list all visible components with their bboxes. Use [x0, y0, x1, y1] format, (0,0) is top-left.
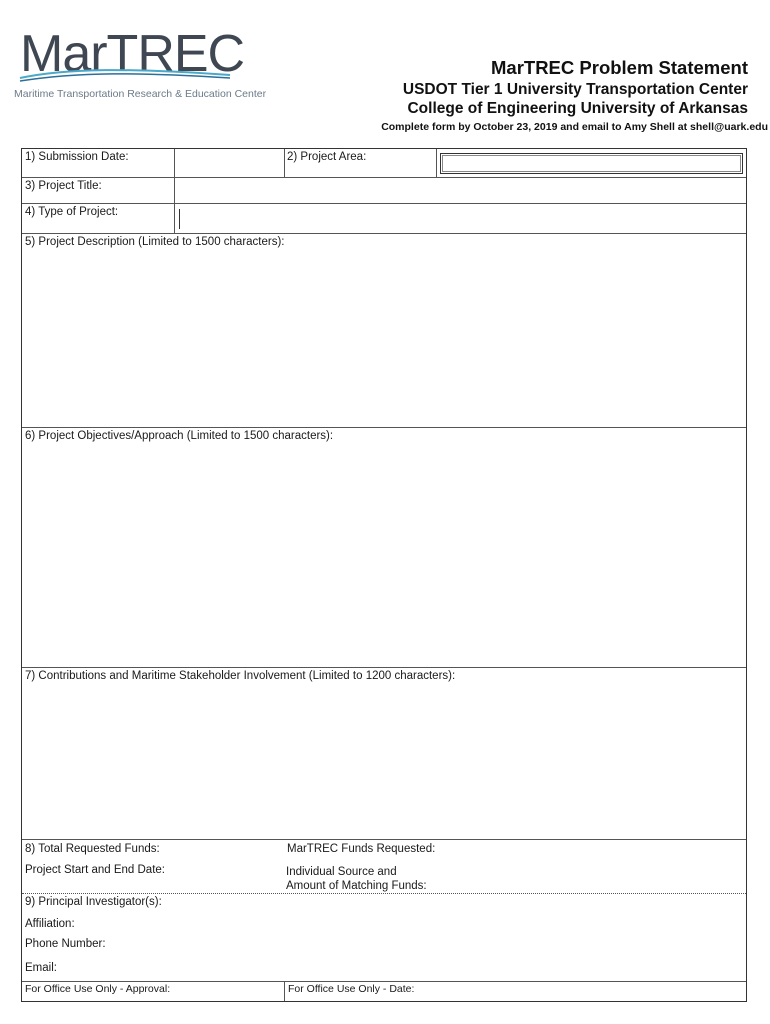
row-divider: [22, 981, 746, 982]
description-textarea[interactable]: [22, 251, 746, 426]
office-approval-label: For Office Use Only - Approval:: [25, 983, 171, 995]
divider: [284, 981, 285, 1001]
logo-wave-icon: [18, 66, 233, 84]
submission-instructions: Complete form by October 23, 2019 and email to Amy Shell at shell@uark.edu: [381, 121, 768, 133]
header-college: College of Engineering University of Arkansas: [407, 100, 748, 117]
header-center-name: USDOT Tier 1 University Transportation Center: [402, 81, 748, 98]
project-title-label: 3) Project Title:: [25, 180, 102, 192]
contributions-textarea[interactable]: [22, 685, 746, 837]
row-divider: [22, 667, 746, 668]
row-divider: [22, 893, 746, 894]
principal-investigator-label: 9) Principal Investigator(s):: [25, 896, 162, 908]
martrec-logo: MarTREC: [20, 25, 245, 83]
type-of-project-label: 4) Type of Project:: [25, 206, 119, 218]
page-title: MarTREC Problem Statement: [491, 57, 748, 78]
problem-statement-form: [21, 148, 747, 1002]
project-title-input[interactable]: [175, 178, 746, 203]
objectives-textarea[interactable]: [22, 445, 746, 666]
text-cursor: [179, 209, 180, 229]
row-divider: [22, 839, 746, 840]
martrec-funds-label: MarTREC Funds Requested:: [287, 843, 436, 855]
divider: [436, 149, 437, 178]
phone-number-label: Phone Number:: [25, 938, 106, 950]
logo-subtitle: Maritime Transportation Research & Education Center: [14, 88, 267, 100]
email-label: Email:: [25, 962, 57, 974]
divider: [284, 149, 285, 178]
matching-funds-label-line1: Individual Source and: [286, 866, 397, 878]
objectives-label: 6) Project Objectives/Approach (Limited to 1500 characters):: [25, 430, 334, 442]
office-date-label: For Office Use Only - Date:: [288, 983, 415, 995]
start-end-date-label: Project Start and End Date:: [25, 864, 165, 876]
affiliation-label: Affiliation:: [25, 918, 75, 930]
type-of-project-input[interactable]: [175, 204, 746, 232]
project-area-label: 2) Project Area:: [287, 151, 367, 163]
total-funds-label: 8) Total Requested Funds:: [25, 843, 160, 855]
row-divider: [22, 427, 746, 428]
submission-date-label: 1) Submission Date:: [25, 151, 129, 163]
matching-funds-label-line2: Amount of Matching Funds:: [286, 880, 427, 892]
description-label: 5) Project Description (Limited to 1500 characters):: [25, 236, 285, 248]
project-area-dropdown[interactable]: [440, 153, 743, 174]
contributions-label: 7) Contributions and Maritime Stakeholder Involvement (Limited to 1200 characters):: [25, 670, 456, 682]
row-divider: [22, 233, 746, 234]
